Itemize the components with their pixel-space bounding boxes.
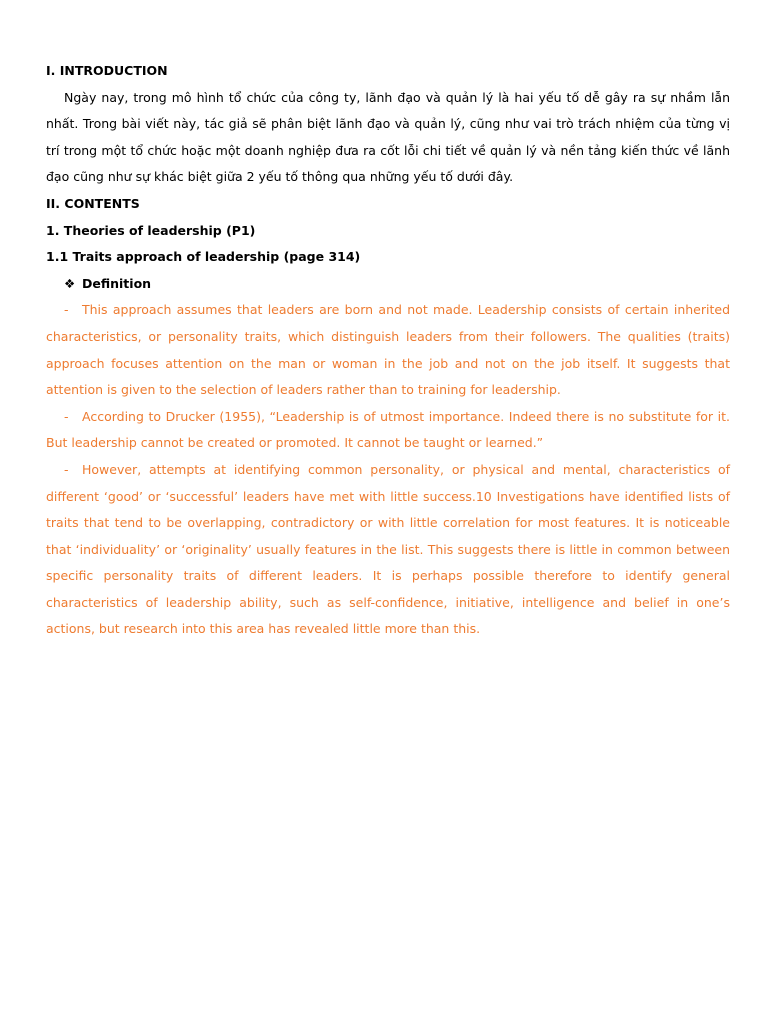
list-item — [46, 404, 730, 457]
theories-heading: 1. Theories of leadership (P1) — [46, 222, 256, 238]
contents-heading: II. CONTENTS — [46, 195, 140, 211]
dash-bullet: - — [64, 302, 69, 318]
definition-heading — [46, 271, 730, 298]
dash-bullet: - — [64, 408, 69, 424]
diamond-bullet-icon: ❖ — [64, 275, 76, 291]
traits-heading: 1.1 Traits approach of leadership (page 314) — [46, 249, 361, 265]
document-page — [46, 58, 730, 643]
list-item — [46, 457, 730, 643]
intro-paragraph: Ngày nay, trong mô hình tổ chức của công ty, lãnh đạo và quản lý là hai yếu tố dễ gây ra sự nhầm lẫn nhất. Trong bài viết này, tác giả sẽ phân biệt lãnh đạo và quản lý, cũng như vai trò trách nhiệm của từng vị trí trong một tổ chức hoặc một doanh nghiệp đưa ra cốt lỗi chi tiết về quản lý và nền tảng kiến thức về lãnh đạo cũng như sự khác biệt giữa 2 yếu tố thông qua những yếu tố dưới đây. — [46, 89, 730, 185]
bullet-text-3: However, attempts at identifying common personality, or physical and mental, characteristics of different ‘good’ or ‘successful’ leaders have met with little success.10 Investigations have identified lists of traits that tend to be overlapping, contradictory or with little correlation for most features. It is noticeable that ‘individuality’ or ‘originality’ usually features in the list. This suggests there is little in common between specific personality traits of different leaders. It is perhaps possible therefore to identify general characteristics of leadership ability, such as self-confidence, initiative, intelligence and belief in one’s actions, but research into this area has revealed little more than this. — [46, 461, 730, 637]
bullet-text-1: This approach assumes that leaders are born and not made. Leadership consists of certain inherited characteristics, or personality traits, which distinguish leaders from their followers. The qualities (traits) approach focuses attention on the man or woman in the job and not on the job itself. It suggests that attention is given to the selection of leaders rather than to training for leadership. — [46, 302, 730, 398]
bullet-text-2: According to Drucker (1955), “Leadership is of utmost importance. Indeed there is no substitute for it. But leadership cannot be created or promoted. It cannot be taught or learned.” — [46, 408, 730, 451]
definition-label: Definition — [82, 275, 152, 291]
dash-bullet: - — [64, 461, 69, 477]
intro-heading: I. INTRODUCTION — [46, 63, 168, 78]
list-item — [46, 297, 730, 403]
